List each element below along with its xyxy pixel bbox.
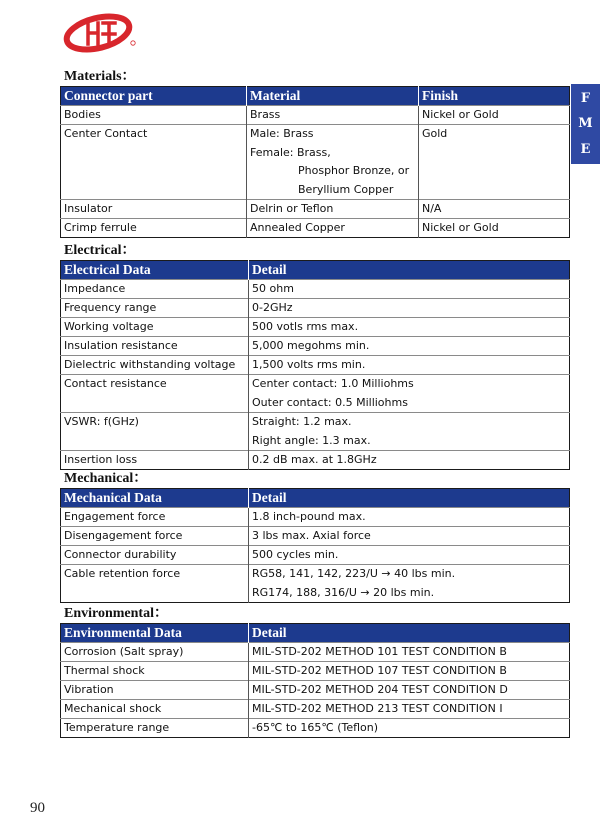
label-cell: VSWR: f(GHz) <box>61 413 249 451</box>
material-line: Beryllium Copper <box>298 182 394 196</box>
column-header: Environmental Data <box>61 624 249 643</box>
detail-cell: 3 lbs max. Axial force <box>249 527 570 546</box>
part-cell: Center Contact <box>61 125 247 200</box>
detail-cell: 0.2 dB max. at 1.8GHz <box>249 451 570 470</box>
table-row <box>61 106 570 125</box>
material-cell <box>247 125 419 200</box>
environmental-header-row <box>61 624 570 643</box>
detail-cell: 1.8 inch-pound max. <box>249 508 570 527</box>
materials-header-row <box>61 87 570 106</box>
detail-cell: 5,000 megohms min. <box>249 337 570 356</box>
label-cell: Engagement force <box>61 508 249 527</box>
label-cell: Dielectric withstanding voltage <box>61 356 249 375</box>
finish-cell: Nickel or Gold <box>419 219 570 238</box>
detail-cell <box>249 565 570 603</box>
table-row <box>61 299 570 318</box>
label-cell: Contact resistance <box>61 375 249 413</box>
detail-line: Straight: 1.2 max. <box>252 415 352 428</box>
company-logo <box>62 10 140 54</box>
side-tab-letter: F <box>580 91 591 107</box>
detail-cell: MIL-STD-202 METHOD 101 TEST CONDITION B <box>249 643 570 662</box>
column-header: Detail <box>249 261 570 280</box>
detail-cell: 50 ohm <box>249 280 570 299</box>
column-header: Detail <box>249 624 570 643</box>
electrical-heading: Electrical： <box>64 243 136 258</box>
table-row <box>61 200 570 219</box>
table-row <box>61 527 570 546</box>
table-row <box>61 681 570 700</box>
material-cell: Brass <box>247 106 419 125</box>
part-cell: Crimp ferrule <box>61 219 247 238</box>
electrical-table <box>60 260 570 470</box>
detail-cell: -65℃ to 165℃ (Teflon) <box>249 719 570 738</box>
label-cell: Mechanical shock <box>61 700 249 719</box>
finish-cell: N/A <box>419 200 570 219</box>
detail-cell <box>249 413 570 451</box>
material-cell: Annealed Copper <box>247 219 419 238</box>
label-cell: Thermal shock <box>61 662 249 681</box>
table-row <box>61 337 570 356</box>
finish-cell: Gold <box>419 125 570 200</box>
label-cell: Insulation resistance <box>61 337 249 356</box>
detail-cell: MIL-STD-202 METHOD 213 TEST CONDITION I <box>249 700 570 719</box>
label-cell: Disengagement force <box>61 527 249 546</box>
column-header: Material <box>247 87 419 106</box>
detail-line: RG58, 141, 142, 223/U → 40 lbs min. <box>252 567 456 580</box>
table-row <box>61 719 570 738</box>
table-row <box>61 318 570 337</box>
materials-heading: Materials： <box>64 69 136 84</box>
table-row <box>61 280 570 299</box>
mechanical-heading: Mechanical： <box>64 471 148 486</box>
label-cell: Corrosion (Salt spray) <box>61 643 249 662</box>
label-cell: Working voltage <box>61 318 249 337</box>
detail-cell: MIL-STD-202 METHOD 204 TEST CONDITION D <box>249 681 570 700</box>
environmental-heading: Environmental： <box>64 606 168 621</box>
detail-line: Outer contact: 0.5 Milliohms <box>252 395 408 409</box>
mechanical-header-row <box>61 489 570 508</box>
mechanical-table <box>60 488 570 603</box>
column-header: Electrical Data <box>61 261 249 280</box>
table-row <box>61 356 570 375</box>
table-row <box>61 662 570 681</box>
side-tab-letter: M <box>578 116 593 132</box>
detail-cell: 1,500 volts rms min. <box>249 356 570 375</box>
materials-table <box>60 86 570 238</box>
part-cell: Bodies <box>61 106 247 125</box>
table-row <box>61 125 570 200</box>
page-number: 90 <box>30 800 45 816</box>
material-line: Phosphor Bronze, or <box>298 164 410 177</box>
column-header: Connector part <box>61 87 247 106</box>
table-row <box>61 643 570 662</box>
label-cell: Temperature range <box>61 719 249 738</box>
detail-cell <box>249 375 570 413</box>
table-row <box>61 413 570 451</box>
table-row <box>61 375 570 413</box>
table-row <box>61 546 570 565</box>
detail-line: Right angle: 1.3 max. <box>252 433 371 447</box>
side-tab-fme <box>571 84 600 164</box>
detail-cell: 500 cycles min. <box>249 546 570 565</box>
finish-cell: Nickel or Gold <box>419 106 570 125</box>
environmental-table <box>60 623 570 738</box>
label-cell: Impedance <box>61 280 249 299</box>
detail-cell: 500 votls rms max. <box>249 318 570 337</box>
detail-cell: MIL-STD-202 METHOD 107 TEST CONDITION B <box>249 662 570 681</box>
material-line: Female: Brass, <box>250 145 331 159</box>
detail-cell: 0-2GHz <box>249 299 570 318</box>
table-row <box>61 700 570 719</box>
label-cell: Vibration <box>61 681 249 700</box>
table-row <box>61 508 570 527</box>
material-line: Male: Brass <box>250 127 314 140</box>
material-cell: Delrin or Teflon <box>247 200 419 219</box>
column-header: Detail <box>249 489 570 508</box>
side-tab-letter: E <box>580 141 591 157</box>
detail-line: Center contact: 1.0 Milliohms <box>252 377 414 390</box>
table-row <box>61 565 570 603</box>
electrical-header-row <box>61 261 570 280</box>
part-cell: Insulator <box>61 200 247 219</box>
table-row <box>61 219 570 238</box>
label-cell: Insertion loss <box>61 451 249 470</box>
label-cell: Frequency range <box>61 299 249 318</box>
detail-line: RG174, 188, 316/U → 20 lbs min. <box>252 585 435 599</box>
column-header: Finish <box>419 87 570 106</box>
column-header: Mechanical Data <box>61 489 249 508</box>
label-cell: Connector durability <box>61 546 249 565</box>
label-cell: Cable retention force <box>61 565 249 603</box>
